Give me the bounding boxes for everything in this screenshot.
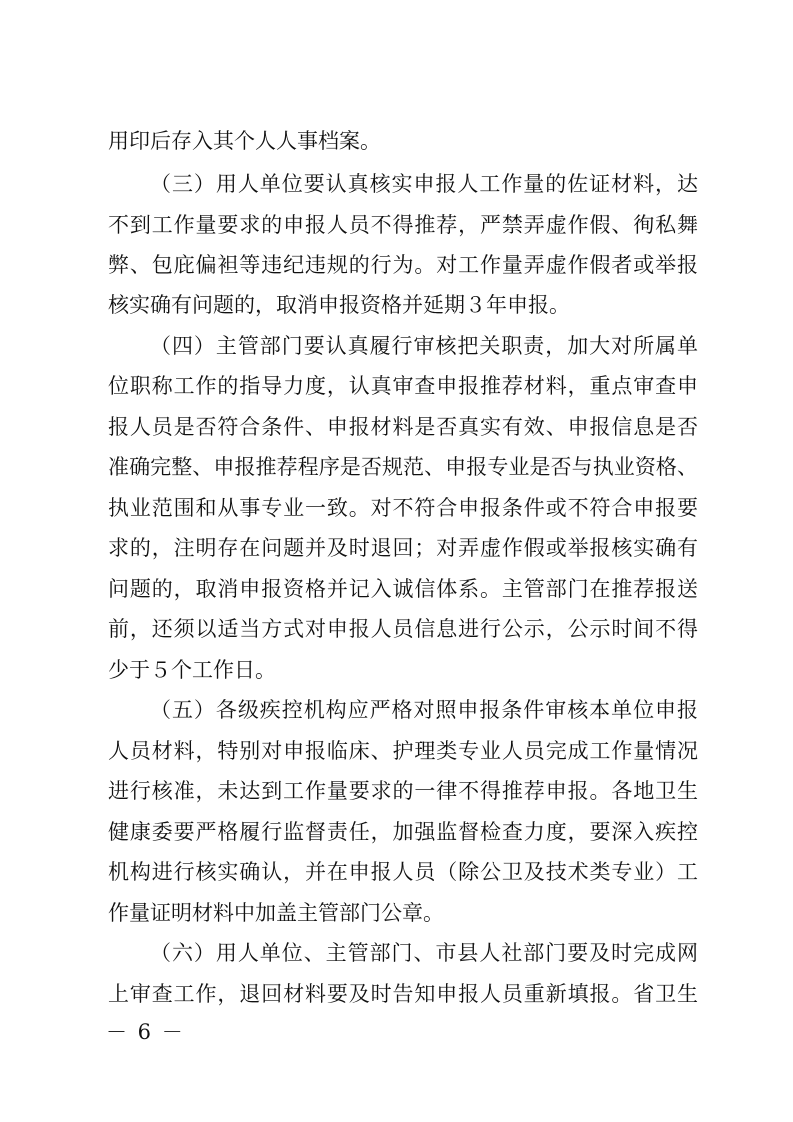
- text-line: 前，还须以适当方式对申报人员信息进行公示，公示时间不得: [108, 617, 698, 641]
- text-line: （六）用人单位、主管部门、市县人社部门要及时完成网: [150, 941, 698, 965]
- page-number: － 6 －: [106, 1020, 185, 1044]
- text-line: 人员材料，特别对申报临床、护理类专业人员完成工作量情况: [108, 739, 698, 763]
- text-line: 弊、包庇偏袒等违纪违规的行为。对工作量弄虚作假者或举报: [108, 253, 698, 277]
- text-line: 进行核准，未达到工作量要求的一律不得推荐申报。各地卫生: [108, 779, 698, 803]
- text-line: 核实确有问题的，取消申报资格并延期３年申报。: [108, 293, 570, 317]
- text-line: 作量证明材料中加盖主管部门公章。: [108, 901, 444, 925]
- text-line: 执业范围和从事专业一致。对不符合申报条件或不符合申报要: [108, 496, 698, 520]
- text-line: 少于５个工作日。: [108, 658, 276, 682]
- text-line: 问题的，取消申报资格并记入诚信体系。主管部门在推荐报送: [108, 577, 698, 601]
- text-line: 健康委要严格履行监督责任，加强监督检查力度，要深入疾控: [108, 820, 698, 844]
- text-line: 不到工作量要求的申报人员不得推荐，严禁弄虚作假、徇私舞: [108, 213, 698, 237]
- text-line: 求的，注明存在问题并及时退回；对弄虚作假或举报核实确有: [108, 536, 698, 560]
- text-line: 用印后存入其个人人事档案。: [108, 129, 381, 153]
- text-line: （四）主管部门要认真履行审核把关职责，加大对所属单: [150, 334, 698, 358]
- text-line: 机构进行核实确认，并在申报人员（除公卫及技术类专业）工: [108, 860, 698, 884]
- text-line: （五）各级疾控机构应严格对照申报条件审核本单位申报: [150, 698, 698, 722]
- text-line: （三）用人单位要认真核实申报人工作量的佐证材料，达: [150, 172, 698, 196]
- text-line: 位职称工作的指导力度，认真审查申报推荐材料，重点审查申: [108, 374, 698, 398]
- text-line: 准确完整、申报推荐程序是否规范、申报专业是否与执业资格、: [108, 455, 698, 479]
- text-line: 上审查工作，退回材料要及时告知申报人员重新填报。省卫生: [108, 982, 698, 1006]
- text-line: 报人员是否符合条件、申报材料是否真实有效、申报信息是否: [108, 415, 698, 439]
